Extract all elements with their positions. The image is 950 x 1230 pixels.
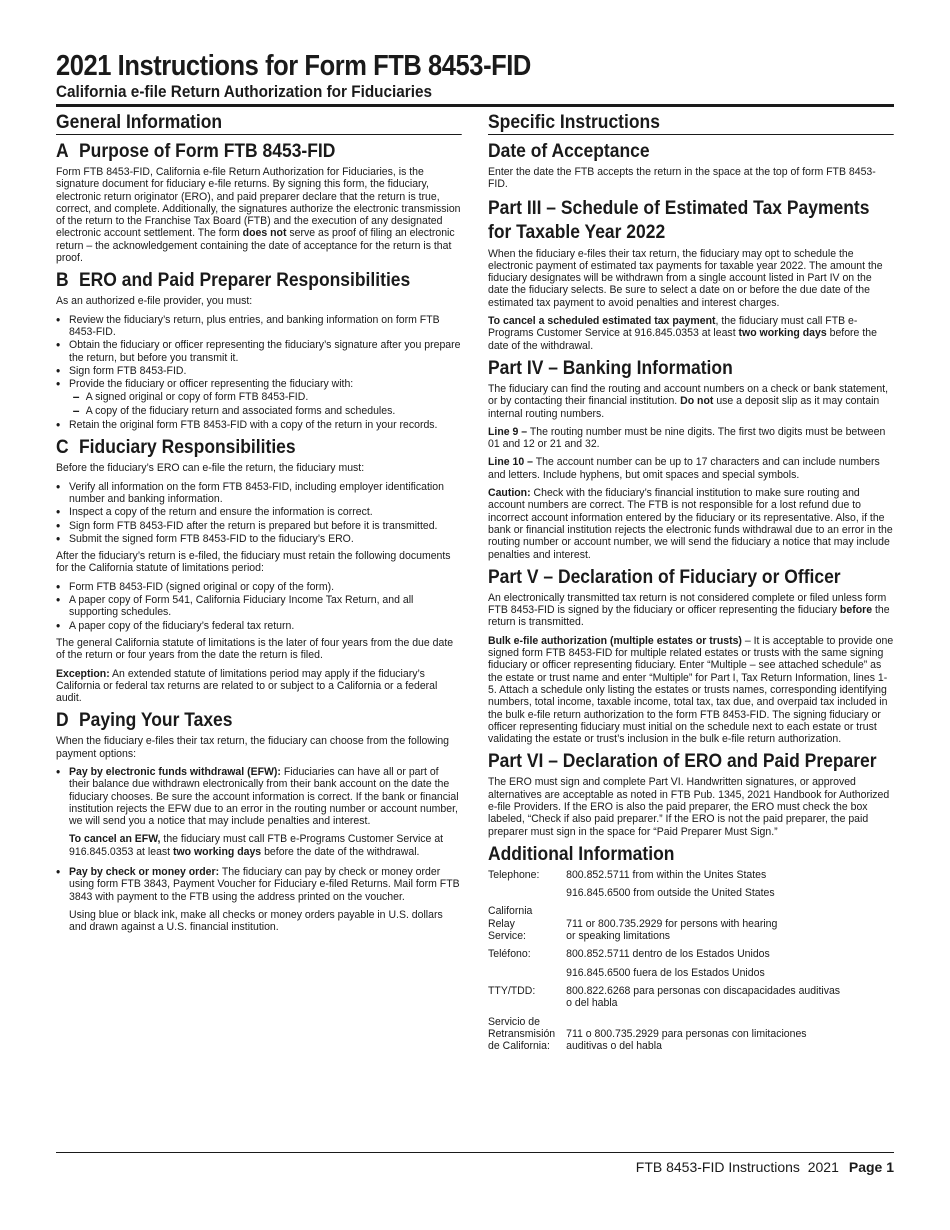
table-row <box>488 869 894 887</box>
contact-label: TTY/TDD: <box>488 984 536 997</box>
table-row <box>488 905 894 948</box>
purpose-paragraph: Form FTB 8453-FID, California e-file Return Authorization for Fiduciaries, is the signature document for fiduciary e-file returns. By signing this form, the fiduciary, electronic return originator (ERO), and paid preparer declare that the return is true, correct, and complete. Additionally, the signatures authorize the electronic transmission of the return to the Franchise Tax Board (FTB) and the execution of any designated electronic account settlement. The form does not serve as proof of filing an electronic return – the acknowledgement containing the date of acceptance for the return is that proof. <box>56 166 461 265</box>
list-item: • Review the fiduciary’s return, plus entries, and banking information on form FTB 8453-FID. <box>56 314 462 339</box>
contact-table <box>488 869 894 1059</box>
caution-paragraph: Caution: Check with the fiduciary’s financial institution to make sure routing and account numbers are correct. The FTB is not responsible for a lost refund due to incorrect account information entered by the fiduciary or its representative. Also, if the bank or financial institution rejects the electronic funds withdrawal due to an error in the routing number or account number, we will send the fiduciary a notice that may include penalties and interest. <box>488 487 893 561</box>
contact-label: Telephone: <box>488 868 540 881</box>
page-footer <box>56 1152 894 1175</box>
exception-paragraph: Exception: An extended statute of limitations period may apply if the fiduciary’s California or federal tax returns are related to or subject to a California or a federal audit. <box>56 667 438 705</box>
line-10-paragraph: Line 10 – The account number can be up to 17 characters and can include numbers and letters. Include hyphens, but omit spaces and special symbols. <box>488 456 880 481</box>
heading-part-vi: Part VI – Declaration of ERO and Paid Preparer <box>488 751 877 773</box>
fiduciary-list <box>56 481 462 545</box>
payment-options-list <box>56 766 462 934</box>
fiduciary-intro: Before the fiduciary’s ERO can e-file the return, the fiduciary must: <box>56 462 365 475</box>
heading-additional-information: Additional Information <box>488 843 675 865</box>
list-item: • Provide the fiduciary or officer representing the fiduciary with: <box>56 378 462 390</box>
footer-text <box>636 1159 894 1175</box>
ero-list <box>56 314 462 391</box>
heading-text: Paying Your Taxes <box>79 710 233 732</box>
section-specific-instructions: Specific Instructions <box>488 111 894 135</box>
list-item: • Obtain the fiduciary or officer representing the fiduciary’s signature after you prepare the return, but before you transmit it. <box>56 339 462 364</box>
list-item: • A paper copy of the fiduciary’s federal tax return. <box>56 620 462 632</box>
contact-label: Teléfono: <box>488 948 531 961</box>
list-item: • Retain the original form FTB 8453-FID with a copy of the return in your records. <box>56 419 462 431</box>
heading-fiduciary-responsibilities <box>56 437 430 459</box>
part-iii-cancel: To cancel a scheduled estimated tax payment, the fiduciary must call FTB e-Programs Customer Service at 916.845.0353 at least two working days before the date of the withdrawal. <box>488 315 877 352</box>
contact-value: 916.845.6500 from outside the United States <box>566 887 775 900</box>
list-item: – A copy of the fiduciary return and associated forms and schedules. <box>56 405 462 417</box>
heading-letter: B <box>56 270 69 292</box>
part-iv-paragraph: The fiduciary can find the routing and account numbers on a check or bank statement, or by contacting their financial institution. Do not use a deposit slip as it may contain internal routing numbers. <box>488 382 889 420</box>
footer-page-number: Page 1 <box>848 1159 894 1175</box>
line-9-paragraph: Line 9 – The routing number must be nine digits. The first two digits must be between 01 and 12 or 21 and 32. <box>488 425 886 451</box>
paying-intro: When the fiduciary e-files their tax return, the fiduciary can choose from the following payment options: <box>56 735 450 760</box>
list-item: • Form FTB 8453-FID (signed original or copy of the form). <box>56 581 462 593</box>
contact-label <box>488 967 566 985</box>
right-column <box>488 107 894 1058</box>
list-item: • Pay by electronic funds withdrawal (EFW): Fiduciaries can have all or part of their balance due withdrawn electronically from their bank account on the date the fiduciary chooses. Be sure the account information is correct. If the bank or financial institution rejects the EFW due to an error in the routing number or account number, we will send you a notice that may include penalties and interest. To cancel an EFW, the fiduciary must call FTB e-Programs Customer Service at 916.845.0353 at least two working days before the date of the withdrawal. <box>56 766 462 858</box>
contact-label: California Relay Service: <box>488 905 533 943</box>
list-item: • A paper copy of Form 541, California Fiduciary Income Tax Return, and all supporting schedules. <box>56 594 462 619</box>
contact-value: 800.822.6268 para personas con discapacidades auditivas o del habla <box>566 984 841 1010</box>
list-item: • Sign form FTB 8453-FID. <box>56 365 462 377</box>
page-title: 2021 Instructions for Form FTB 8453-FID <box>56 50 531 82</box>
contact-value: 800.852.5711 dentro de los Estados Unidos <box>566 948 770 961</box>
heading-ero-responsibilities <box>56 270 430 292</box>
heading-part-iv: Part IV – Banking Information <box>488 357 733 379</box>
list-item: – A signed original or copy of form FTB 8453-FID. <box>56 391 462 403</box>
documents-list <box>56 581 462 632</box>
heading-letter: D <box>56 710 69 732</box>
document-page <box>56 50 894 1058</box>
heading-letter: A <box>56 141 69 162</box>
statute-paragraph: The general California statute of limitations is the later of four years from the due date of the return or four years from the date the return is filed. <box>56 636 454 662</box>
ink-note: Using blue or black ink, make all checks or money orders payable in U.S. dollars and drawn against a U.S. financial institution. <box>69 908 443 934</box>
part-iii-paragraph: When the fiduciary e-files their tax return, the fiduciary may opt to schedule the electronic payment of estimated tax payments for taxable year 2022. The amount the fiduciary designates will be withdrawn from a single account listed in Part IV on the date the fiduciary selects. Be sure to select a date on or before the due date of the estimated tax payment to avoid penalties and interest charges. <box>488 247 883 309</box>
contact-value: 711 or 800.735.2929 for persons with hearing or speaking limitations <box>566 917 778 943</box>
list-item: • Sign form FTB 8453-FID after the return is prepared but before it is transmitted. <box>56 520 462 532</box>
heading-purpose <box>56 141 430 163</box>
list-item: • Inspect a copy of the return and ensure the information is correct. <box>56 506 462 518</box>
heading-date-of-acceptance: Date of Acceptance <box>488 141 650 162</box>
left-column <box>56 107 462 1058</box>
contact-label: Servicio de Retransmisión de California: <box>488 1015 556 1053</box>
contact-value: 711 o 800.735.2929 para personas con limitaciones auditivas o del habla <box>566 1027 807 1053</box>
bulk-paragraph: Bulk e-file authorization (multiple estates or trusts) – It is acceptable to provide one signed form FTB 8453-FID for multiple related estates or trusts with the same signing fiduciary or officer representing fiduciary. Enter “Multiple – see attached schedule” as the estate or trust name and enter “Multiple” for Part I, Tax Return Information, lines 1-5. Attach a schedule only listing the estates or trusts names, corresponding identifying numbers, total income, taxable income, total tax, tax due, and overpaid tax included in the bulk e-file return authorization to the form FTB 8453-FID. The signing fiduciary or officer representing fiduciary must initial on the schedule next to each estate or trust validating the estate or trust’s inclusion in the bulk e-file return authorization. <box>488 634 894 746</box>
date-paragraph: Enter the date the FTB accepts the return in the space at the top of form FTB 8453-FID. <box>488 166 876 191</box>
ero-intro: As an authorized e-file provider, you must: <box>56 295 253 308</box>
heading-paying-taxes <box>56 710 430 732</box>
heading-letter: C <box>56 437 69 459</box>
contact-value: 800.852.5711 from within the Unites States <box>566 868 767 881</box>
footer-form-label: FTB 8453-FID Instructions 2021 <box>635 1159 839 1175</box>
contact-value: 916.845.6500 fuera de los Estados Unidos <box>566 966 765 979</box>
heading-part-iii: Part III – Schedule of Estimated Tax Payments for Taxable Year 2022 <box>488 197 870 243</box>
columns <box>56 107 894 1058</box>
table-row <box>488 1016 894 1059</box>
page-subtitle: California e-file Return Authorization for Fiduciaries <box>56 82 433 101</box>
list-item: • Pay by check or money order: The fiduciary can pay by check or money order using form FTB 3843, Payment Voucher for Fiduciary e-filed Returns. Mail form FTB 3843 with payment to the FTB using the address printed on the voucher. Using blue or black ink, make all checks or money orders payable in U.S. dollars and drawn against a U.S. financial institution. <box>56 866 462 933</box>
ero-sublist <box>56 391 462 417</box>
list-item: • Verify all information on the form FTB 8453-FID, including employer identification number and banking information. <box>56 481 462 506</box>
section-general-information: General Information <box>56 111 462 135</box>
part-vi-paragraph: The ERO must sign and complete Part VI. Handwritten signatures, or approved alternatives are acceptable as noted in FTB Pub. 1345, 2021 Handbook for Authorized e-file Providers. If the ERO is also the paid preparer, the ERO must check the box labeled, “Check if also paid preparer.” If the ERO is not the paid preparer, the paid preparer must sign in the space for “Paid Preparer Must Sign.” <box>488 776 890 838</box>
heading-text: Fiduciary Responsibilities <box>79 437 296 459</box>
part-v-paragraph: An electronically transmitted tax return is not considered complete or filed unless form FTB 8453-FID is signed by the fiduciary or officer representing the fiduciary before the return is transmitted. <box>488 591 890 629</box>
heading-text: Purpose of Form FTB 8453-FID <box>79 141 336 162</box>
heading-text: ERO and Paid Preparer Responsibilities <box>79 270 411 292</box>
table-row <box>488 985 894 1016</box>
cancel-efw: To cancel an EFW, the fiduciary must call FTB e-Programs Customer Service at 916.845.0353 at least two working days before the date of the withdrawal. <box>69 833 444 858</box>
contact-label <box>488 887 566 905</box>
ero-list-last <box>56 419 462 431</box>
table-row <box>488 967 894 985</box>
table-row <box>488 887 894 905</box>
heading-part-v: Part V – Declaration of Fiduciary or Officer <box>488 566 841 588</box>
fiduciary-after: After the fiduciary’s return is e-filed, the fiduciary must retain the following documents for the California statute of limitations period: <box>56 550 451 575</box>
list-item: • Submit the signed form FTB 8453-FID to the fiduciary’s ERO. <box>56 533 462 545</box>
table-row <box>488 948 894 966</box>
